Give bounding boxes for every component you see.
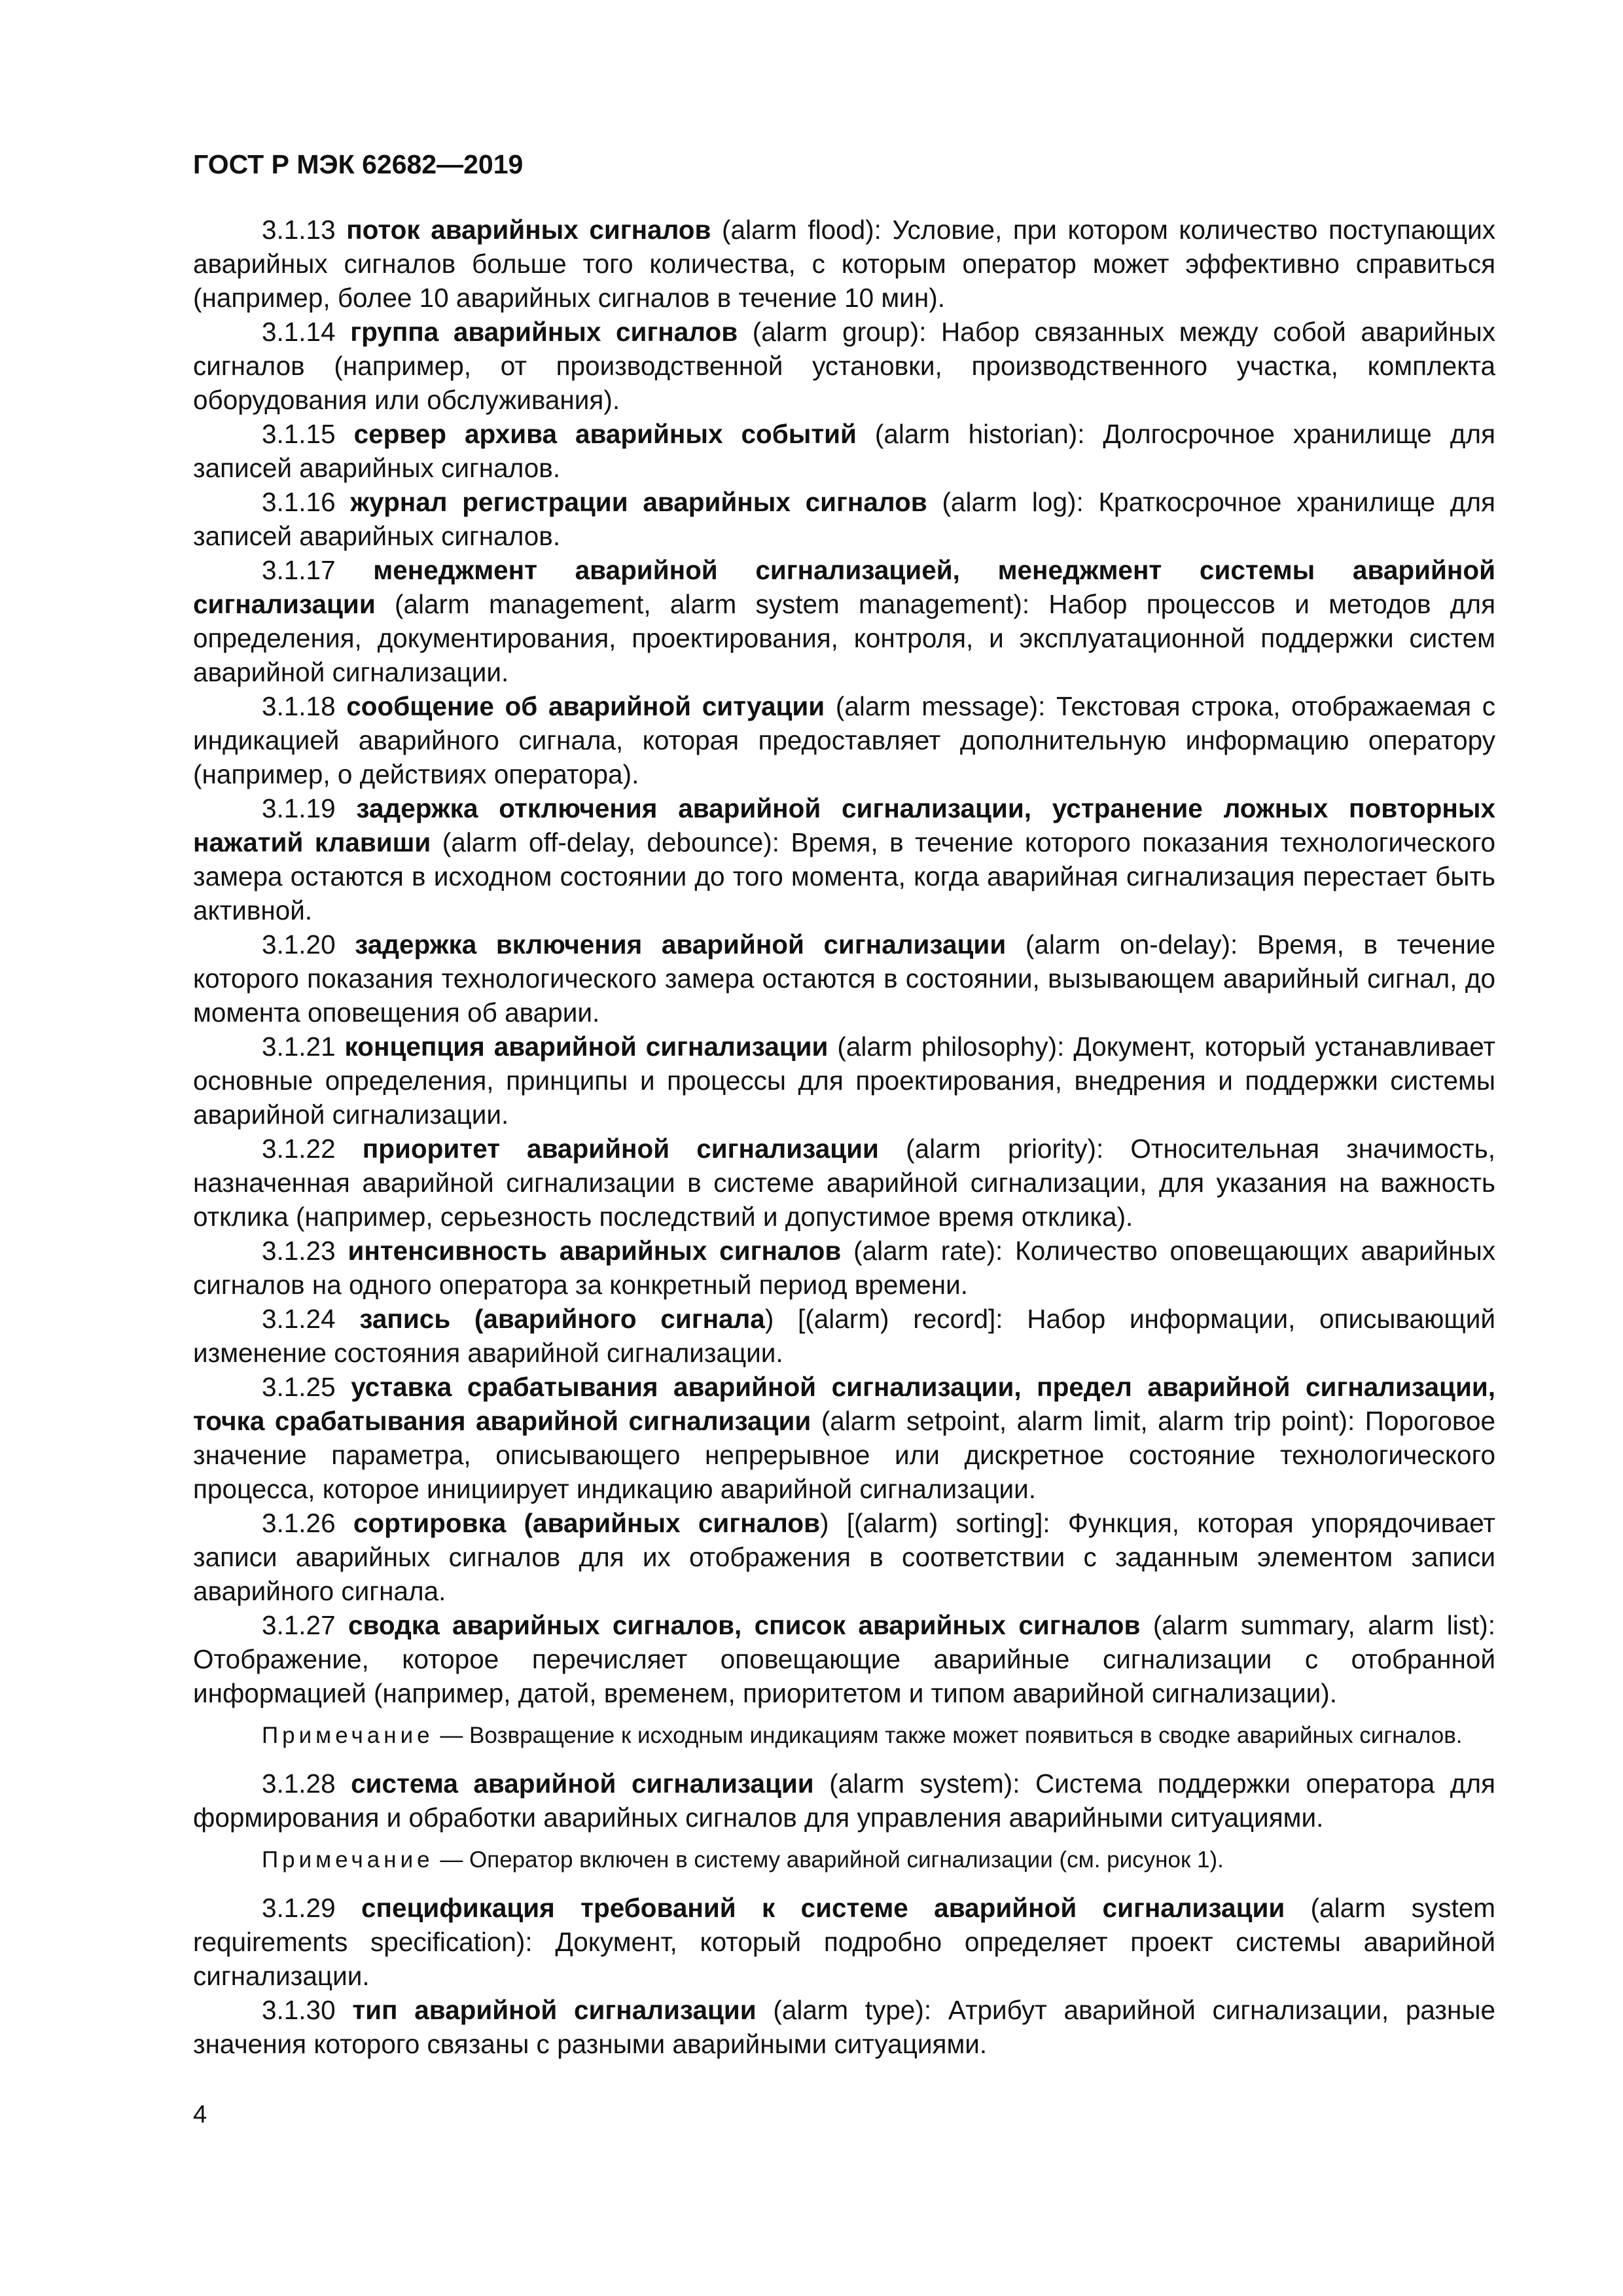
entry-3-1-28 — [193, 1767, 1495, 1835]
entry-definition: (alarm off-delay, debounce): Время, в течение которого показания технологического замера остаются в исходном состоянии до того момента, когда аварийная сигнализация перестает быть активной. — [193, 827, 1495, 925]
entry-number: 3.1.19 — [262, 793, 336, 823]
entry-number: 3.1.23 — [262, 1236, 336, 1266]
entry-number: 3.1.13 — [262, 215, 336, 245]
entry-number: 3.1.26 — [262, 1508, 336, 1538]
entry-term: задержка включения аварийной сигнализации — [355, 929, 1007, 960]
entry-definition: ) [(alarm) record]: Набор информации, описывающий изменение состояния аварийной сигнализации. — [193, 1304, 1495, 1368]
entry-term: сервер архива аварийных событий — [353, 419, 857, 449]
note-label: Примечание — [262, 1723, 434, 1748]
entry-term: поток аварийных сигналов — [346, 215, 711, 245]
entry-3-1-15 — [193, 417, 1495, 485]
entry-definition: (alarm priority): Относительная значимость, назначенная аварийной сигнализации в системе аварийной сигнализации, для указания на важность отклика (например, серьезность последствий и допустимое время отклика). — [193, 1134, 1495, 1232]
entry-term: система аварийной сигнализации — [351, 1768, 814, 1799]
entry-3-1-23 — [193, 1234, 1495, 1302]
entry-term: группа аварийных сигналов — [350, 317, 738, 347]
entry-number: 3.1.17 — [262, 555, 336, 585]
entry-term: тип аварийной сигнализации — [352, 1995, 757, 2025]
entry-definition: (alarm group): Набор связанных между собой аварийных сигналов (например, от производственной установки, производственного участка, комплекта оборудования или обслуживания). — [193, 317, 1495, 415]
entry-term: менеджмент аварийной сигнализацией, менеджмент системы аварийной сигнализации — [193, 555, 1495, 619]
entry-definition: (alarm management, alarm system management): Набор процессов и методов для определения, документирования, проектирования, контроля, и эксплуатационной поддержки систем аварийной сигнализации. — [193, 589, 1495, 687]
entry-definition: (alarm philosophy): Документ, который устанавливает основные определения, принципы и процессы для проектирования, внедрения и поддержки системы аварийной сигнализации. — [193, 1031, 1495, 1130]
entry-term: сводка аварийных сигналов, список аварийных сигналов — [348, 1610, 1141, 1640]
entry-3-1-27 — [193, 1608, 1495, 1710]
entry-3-1-13 — [193, 213, 1495, 315]
note-2 — [193, 1845, 1495, 1875]
entry-3-1-20 — [193, 927, 1495, 1030]
page-number: 4 — [193, 2101, 207, 2128]
entry-3-1-21 — [193, 1030, 1495, 1132]
entry-term: уставка срабатывания аварийной сигнализации, предел аварийной сигнализации, точка срабатывания аварийной сигнализации — [193, 1372, 1495, 1436]
entry-number: 3.1.18 — [262, 691, 336, 721]
note-text: — Возвращение к исходным индикациям также может появиться в сводке аварийных сигналов. — [433, 1723, 1463, 1748]
entry-number: 3.1.16 — [262, 487, 336, 517]
entry-definition: (alarm on-delay): Время, в течение которого показания технологического замера остаются в состоянии, вызывающем аварийный сигнал, до момента оповещения об аварии. — [193, 929, 1495, 1028]
entry-number: 3.1.20 — [262, 929, 336, 960]
entry-term: запись (аварийного сигнала — [359, 1304, 765, 1334]
entry-number: 3.1.27 — [262, 1610, 336, 1640]
entry-definition: (alarm historian): Долгосрочное хранилище для записей аварийных сигналов. — [193, 419, 1495, 483]
entry-number: 3.1.28 — [262, 1768, 336, 1799]
entry-term: интенсивность аварийных сигналов — [348, 1236, 842, 1266]
entry-3-1-22 — [193, 1132, 1495, 1234]
note-label: Примечание — [262, 1847, 434, 1873]
entry-definition: ) [(alarm) sorting]: Функция, которая упорядочивает записи аварийных сигналов для их отображения в соответствии с заданным элементом записи аварийного сигнала. — [193, 1508, 1495, 1606]
entry-definition: (alarm log): Краткосрочное хранилище для записей аварийных сигналов. — [193, 487, 1495, 551]
entry-definition: (alarm flood): Условие, при котором количество поступающих аварийных сигналов больше того количества, с которым оператор может эффективно справиться (например, более 10 аварийных сигналов в течение 10 мин). — [193, 215, 1495, 313]
entry-number: 3.1.24 — [262, 1304, 336, 1334]
entry-3-1-24 — [193, 1302, 1495, 1370]
entry-definition: (alarm type): Атрибут аварийной сигнализации, разные значения которого связаны с разными аварийными ситуациями. — [193, 1995, 1495, 2059]
entry-3-1-30 — [193, 1993, 1495, 2061]
entry-definition: (alarm summary, alarm list): Отображение, которое перечисляет оповещающие аварийные сигнализации с отобранной информацией (например, датой, временем, приоритетом и типом аварийной сигнализации). — [193, 1610, 1495, 1708]
entry-3-1-29 — [193, 1891, 1495, 1993]
note-text: — Оператор включен в систему аварийной сигнализации (см. рисунок 1). — [433, 1847, 1224, 1873]
entry-term: приоритет аварийной сигнализации — [362, 1134, 879, 1164]
entries-list — [193, 213, 1495, 1710]
entry-number: 3.1.14 — [262, 317, 336, 347]
note-1 — [193, 1721, 1495, 1751]
entry-3-1-14 — [193, 315, 1495, 417]
entry-3-1-17 — [193, 553, 1495, 689]
entry-number: 3.1.30 — [262, 1995, 336, 2025]
entry-number: 3.1.29 — [262, 1893, 336, 1923]
page-header: ГОСТ Р МЭК 62682—2019 — [193, 149, 524, 179]
entry-3-1-25 — [193, 1370, 1495, 1506]
entry-3-1-19 — [193, 791, 1495, 927]
entry-term: задержка отключения аварийной сигнализации, устранение ложных повторных нажатий клавиши — [193, 793, 1495, 857]
entry-definition: (alarm system requirements specification): Документ, который подробно определяет проект системы аварийной сигнализации. — [193, 1893, 1495, 1991]
entry-term: журнал регистрации аварийных сигналов — [350, 487, 927, 517]
entry-term: сообщение об аварийной ситуации — [346, 691, 825, 721]
entry-3-1-26 — [193, 1506, 1495, 1608]
entry-3-1-18 — [193, 689, 1495, 791]
entry-number: 3.1.15 — [262, 419, 336, 449]
entry-number: 3.1.25 — [262, 1372, 336, 1402]
entry-3-1-16 — [193, 485, 1495, 553]
entry-term: спецификация требований к системе аварийной сигнализации — [361, 1893, 1285, 1923]
entry-number: 3.1.22 — [262, 1134, 336, 1164]
entry-definition: (alarm setpoint, alarm limit, alarm trip point): Пороговое значение параметра, описывающего непрерывное или дискретное состояние технологического процесса, которое инициирует индикацию аварийной сигнализации. — [193, 1406, 1496, 1504]
entry-definition: (alarm rate): Количество оповещающих аварийных сигналов на одного оператора за конкретный период времени. — [193, 1236, 1495, 1300]
entry-term: сортировка (аварийных сигналов — [353, 1508, 820, 1538]
entry-definition: (alarm system): Система поддержки оператора для формирования и обработки аварийных сигналов для управления аварийными ситуациями. — [193, 1768, 1495, 1833]
document-page — [193, 147, 1495, 2061]
entry-number: 3.1.21 — [262, 1031, 336, 1062]
entry-term: концепция аварийной сигнализации — [344, 1031, 829, 1062]
entry-definition: (alarm message): Текстовая строка, отображаемая с индикацией аварийного сигнала, которая предоставляет дополнительную информацию оператору (например, о действиях оператора). — [193, 691, 1495, 789]
